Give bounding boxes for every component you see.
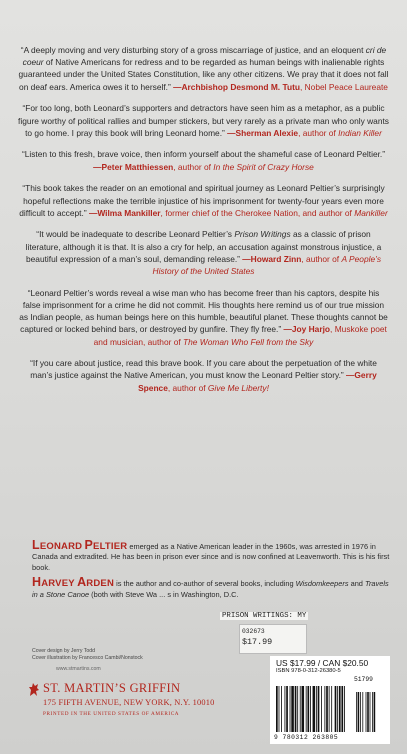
- author-name-peltier: LEONARD PELTIER: [32, 538, 128, 552]
- bio-arden: HARVEY ARDEN is the author and co-author of several books, including Wisdomkeepers and Travels in a Stone Canoe (both with Steve Wa ... s in Washington, D.C.: [32, 575, 389, 599]
- publisher-name: ST. MARTIN’S GRIFFIN: [43, 681, 181, 695]
- blurb-author: —Howard Zinn: [242, 253, 302, 264]
- blurb-alexie: “For too long, both Leonard’s supporters and detractors have seen him as a metaphor, as a public figure worthy of political rallies and bumper stickers, but very rarely as a private man who only wants to go home. I pray this book will bring Leonard home.” —Sherman Alexie, author of Indian Killer: [18, 103, 389, 138]
- blurb-zinn: “It would be inadequate to describe Leonard Peltier’s Prison Writings as a classic of prison literature, although it is that. It is also a cry for help, an accusation against monstrous injustice, a beautiful expression of a man’s soul, demanding release.” —Howard Zinn, author of A People’s History of the United States: [25, 229, 382, 277]
- blurb-spence: “If you care about justice, read this brave book. If you care about the perpetuation of the white man’s justice against the Native American, you must know the Leonard Peltier story.” —Gerry Spence, author of Give Me Liberty!: [30, 358, 377, 393]
- blurb-author: —Joy Harjo: [283, 324, 331, 335]
- blurb-author: —Peter Matthiessen: [93, 161, 174, 172]
- sticker-code: 032673: [242, 628, 265, 635]
- blurb-author: —Sherman Alexie: [227, 127, 299, 138]
- blurb-author: —Archbishop Desmond M. Tutu: [173, 81, 300, 92]
- griffin-logo-icon: [28, 681, 40, 697]
- barcode-digits: 9 780312 263805: [274, 734, 339, 741]
- cover-illustration-credit: Cover illustration by Francesco Cambi/Nonstock: [32, 655, 143, 661]
- barcode-addon: 51799: [354, 676, 373, 683]
- blurb-author: —Gerry Spence: [138, 370, 377, 393]
- publisher-address: 175 FIFTH AVENUE, NEW YORK, N.Y. 10010: [43, 698, 215, 707]
- price-sticker: [222, 612, 307, 654]
- blurb-tutu: “A deeply moving and very disturbing story of a gross miscarriage of justice, and an eloquent cri de coeur of Native Americans for redress and to be regarded as human beings with inalienable rights guaranteed under the United States Constitution, like any other citizens. We pray that it does not fall on deaf ears. America owes it to herself.” —Archbishop Desmond M. Tutu, Nobel Peace Laureate: [18, 45, 389, 92]
- isbn: ISBN 978-0-312-26380-5: [276, 668, 341, 674]
- barcode-icon: [274, 676, 386, 734]
- blurbs: [18, 44, 389, 403]
- blurb-author: —Wilma Mankiller: [88, 207, 161, 218]
- sticker-price: $17.99: [242, 637, 273, 647]
- bio-peltier: LEONARD PELTIER emerged as a Native American leader in the 1960s, was arrested in 1976 in Canada and extradited. He has been in prison ever since and is now confined at Leavenworth. This is his first book.: [32, 538, 390, 572]
- barcode-panel: [270, 656, 390, 744]
- cover-design-credit: Cover design by Jerry Todd: [32, 648, 96, 654]
- printed-in-usa: PRINTED IN THE UNITED STATES OF AMERICA: [43, 711, 180, 717]
- author-bios: [32, 540, 391, 604]
- author-name-arden: HARVEY ARDEN: [32, 575, 115, 590]
- blurb-mankiller: “This book takes the reader on an emotional and spiritual journey as Leonard Peltier’s surprisingly hopeful reflections make the terrible injustice of his imprisonment for twenty-four years even more difficult to accept.” —Wilma Mankiller, former chief of the Cherokee Nation, and author of Mankiller: [19, 183, 388, 218]
- list-price: US $17.99 / CAN $20.50: [276, 658, 369, 668]
- sticker-title: PRISON WRITINGS: MY: [222, 612, 307, 620]
- cover-credits: [32, 648, 143, 662]
- blurb-matthiessen: “Listen to this fresh, brave voice, then inform yourself about the shameful case of Leonard Peltier.” —Peter Matthiessen, author of In the Spirit of Crazy Horse: [21, 149, 386, 172]
- publisher-website: www.stmartins.com: [56, 666, 101, 672]
- blurb-harjo: “Leonard Peltier’s words reveal a wise man who has become freer than his captors, despite his false imprisonment for a crime he did not commit. His thoughts here remind us of our true mission as Indian people, as human beings here on this humble, beautiful planet. These thoughts cannot be captured or locked behind bars, or destroyed by gunfire. They fly free.” —Joy Harjo, Muskoke poet and musician, author of The Woman Who Fell from the Sky: [19, 287, 388, 347]
